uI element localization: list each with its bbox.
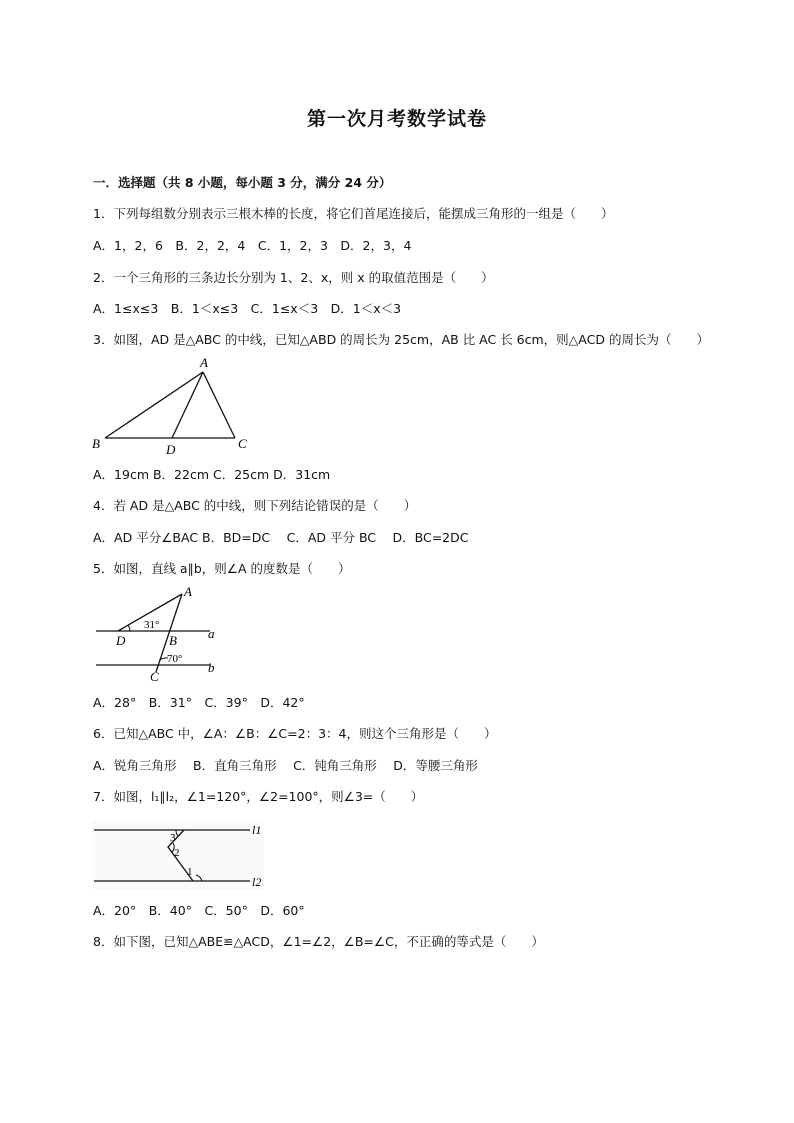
figure-label: b: [208, 660, 215, 675]
figure-label: l1: [252, 823, 262, 837]
angle-value-label: 31°: [144, 619, 160, 631]
figure-label: 2: [174, 847, 180, 859]
figure-label: A: [200, 355, 208, 370]
figure-label: B: [169, 633, 177, 648]
question-1-options: A．1，2，6 B．2，2，4 C．1，2，3 D．2，3，4: [93, 238, 412, 253]
figure-label: l2: [252, 875, 262, 889]
segment-ac: [203, 372, 235, 438]
question-3-triangle-figure: [88, 352, 258, 462]
question-2-options: A．1≤x≤3 B．1＜x≤3 C．1≤x＜3 D．1＜x＜3: [93, 301, 402, 316]
question-4-stem: 4．若 AD 是△ABC 的中线，则下列结论错误的是（ ）: [93, 498, 417, 513]
figure-label: A: [184, 584, 192, 599]
question-8-stem: 8．如下图，已知△ABE≌△ACD，∠1=∠2，∠B=∠C，不正确的等式是（ ）: [93, 934, 544, 949]
figure-label: D: [116, 633, 126, 648]
figure-label: 1: [187, 866, 193, 878]
question-6-stem: 6．已知△ABC 中，∠A：∠B：∠C=2：3：4，则这个三角形是（ ）: [93, 726, 497, 741]
figure-label: 3: [170, 832, 176, 844]
question-4-options: A．AD 平分∠BAC B．BD=DC C．AD 平分 BC D．BC=2DC: [93, 530, 469, 545]
question-7-parallel-lines-figure: [92, 818, 272, 893]
figure-label: C: [150, 669, 159, 684]
figure-label: D: [166, 442, 176, 457]
question-7-options: A．20° B．40° C．50° D．60°: [93, 903, 305, 918]
section-heading: 一．选择题（共 8 小题，每小题 3 分，满分 24 分）: [93, 175, 392, 190]
angle-arc-d: [128, 625, 130, 631]
question-5-parallel-lines-figure: [92, 584, 232, 684]
figure-label: C: [238, 436, 247, 451]
question-3-options: A．19cm B．22cm C．25cm D．31cm: [93, 467, 331, 482]
question-6-options: A．锐角三角形 B．直角三角形 C．钝角三角形 D．等腰三角形: [93, 758, 478, 773]
question-3-stem: 3．如图，AD 是△ABC 的中线，已知△ABD 的周长为 25cm，AB 比 AC 长 6cm，则△ACD 的周长为（ ）: [93, 332, 709, 347]
question-5-stem: 5．如图，直线 a∥b，则∠A 的度数是（ ）: [93, 561, 351, 576]
question-2-stem: 2．一个三角形的三条边长分别为 1、2、x，则 x 的取值范围是（ ）: [93, 270, 494, 285]
angle-value-label: 70°: [167, 653, 183, 665]
figure-label: a: [208, 626, 215, 641]
figure-label: B: [92, 436, 100, 451]
page-title: 第一次月考数学试卷: [306, 108, 487, 130]
segment-ba: [105, 372, 203, 438]
question-7-stem: 7．如图，l₁∥l₂，∠1=120°，∠2=100°，则∠3=（ ）: [93, 789, 424, 804]
question-1-stem: 1．下列每组数分别表示三根木棒的长度，将它们首尾连接后，能摆成三角形的一组是（ ）: [93, 206, 614, 221]
question-5-options: A．28° B．31° C．39° D．42°: [93, 695, 305, 710]
